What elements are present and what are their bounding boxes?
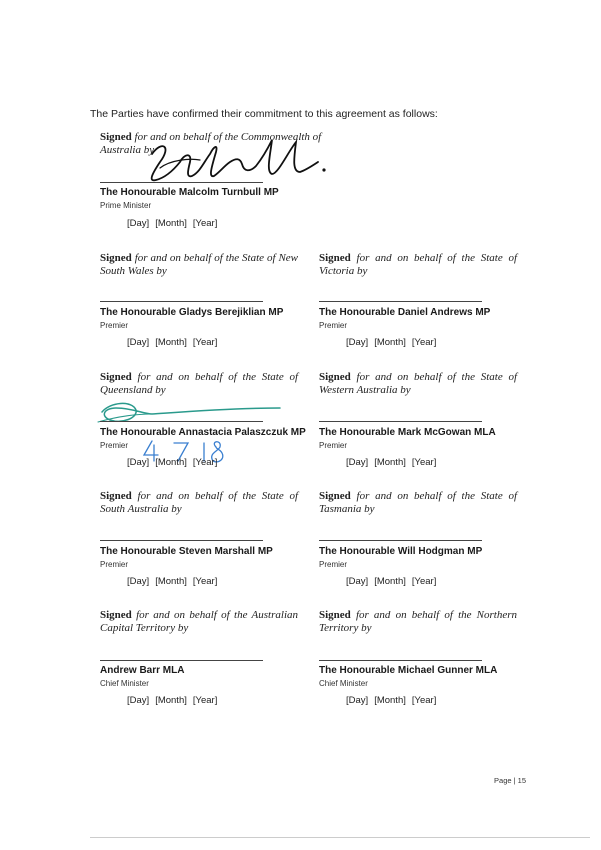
date-placeholder (127, 695, 223, 706)
signed-statement-vic (319, 252, 517, 278)
signed-statement-nt (319, 609, 517, 635)
day-placeholder: [Day] (127, 576, 150, 587)
signatory-name: The Honourable Will Hodgman MP (319, 546, 483, 557)
signed-word: Signed (319, 252, 351, 264)
footer-divider (90, 837, 590, 838)
year-placeholder: [Year] (411, 695, 437, 706)
signature-line (100, 421, 263, 422)
date-placeholder (346, 695, 442, 706)
signatory-role: Premier (100, 321, 129, 330)
signed-rest: for and on behalf of the Northern Territory by (319, 609, 518, 634)
month-placeholder: [Month] (374, 576, 406, 587)
day-placeholder: [Day] (346, 337, 369, 348)
signed-word: Signed (100, 490, 132, 502)
month-placeholder: [Month] (155, 218, 187, 229)
year-placeholder: [Year] (411, 457, 437, 468)
signatory-name: The Honourable Malcolm Turnbull MP (100, 187, 279, 198)
signed-word: Signed (319, 371, 351, 383)
day-placeholder: [Day] (127, 337, 150, 348)
year-placeholder: [Year] (192, 337, 218, 348)
signed-word: Signed (319, 490, 351, 502)
month-placeholder: [Month] (374, 457, 406, 468)
signatory-name: The Honourable Michael Gunner MLA (319, 665, 498, 676)
signature-line (100, 182, 263, 183)
signatory-role: Premier (319, 321, 348, 330)
signatory-name: The Honourable Annastacia Palaszczuk MP (100, 427, 306, 438)
signature-turnbull (100, 132, 340, 192)
month-placeholder: [Month] (155, 457, 187, 468)
year-placeholder: [Year] (192, 576, 218, 587)
month-placeholder: [Month] (155, 576, 187, 587)
signatory-role: Chief Minister (100, 679, 149, 688)
year-placeholder: [Year] (192, 218, 218, 229)
signatory-role: Chief Minister (319, 679, 368, 688)
date-placeholder (127, 337, 223, 348)
signed-statement-tas (319, 490, 517, 516)
signature-line (319, 421, 482, 422)
date-placeholder (127, 218, 223, 229)
signature-line (100, 301, 263, 302)
signed-statement-nsw (100, 252, 298, 278)
intro-text: The Parties have confirmed their commitment to this agreement as follows: (90, 108, 438, 120)
date-placeholder (127, 576, 223, 587)
signed-rest: for and on behalf of the State of Victoria by (319, 252, 517, 277)
page-number: Page | 15 (494, 776, 526, 785)
signed-statement-wa (319, 371, 517, 397)
signed-statement-qld (100, 371, 298, 397)
signatory-name: Andrew Barr MLA (100, 665, 185, 676)
date-placeholder (346, 457, 442, 468)
signed-statement-act (100, 609, 298, 635)
signatory-name: The Honourable Daniel Andrews MP (319, 307, 491, 318)
day-placeholder: [Day] (127, 218, 150, 229)
month-placeholder: [Month] (374, 337, 406, 348)
signatory-name: The Honourable Gladys Berejiklian MP (100, 307, 284, 318)
signatory-name: The Honourable Mark McGowan MLA (319, 427, 496, 438)
signed-rest: for and on behalf of the State of South Australia by (100, 490, 298, 515)
signatory-name: The Honourable Steven Marshall MP (100, 546, 273, 557)
day-placeholder: [Day] (127, 695, 150, 706)
signatory-role: Premier (100, 441, 129, 450)
signed-rest: for and on behalf of the State of New South Wales by (100, 252, 298, 277)
signed-rest: for and on behalf of the State of Western Australia by (319, 371, 517, 396)
signed-word: Signed (100, 371, 132, 383)
signed-statement-sa (100, 490, 298, 516)
signatory-role: Premier (100, 560, 129, 569)
year-placeholder: [Year] (192, 695, 218, 706)
date-placeholder (127, 457, 223, 468)
signed-rest: for and on behalf of the Commonwealth of Australia by (100, 131, 322, 156)
year-placeholder: [Year] (411, 337, 437, 348)
date-placeholder (346, 337, 442, 348)
date-placeholder (346, 576, 442, 587)
signed-word: Signed (100, 609, 132, 621)
signatory-role: Premier (319, 560, 348, 569)
signed-word: Signed (100, 252, 132, 264)
month-placeholder: [Month] (374, 695, 406, 706)
signature-line (100, 660, 263, 661)
day-placeholder: [Day] (127, 457, 150, 468)
signature-line (319, 540, 482, 541)
day-placeholder: [Day] (346, 457, 369, 468)
signed-word: Signed (100, 131, 132, 143)
signatory-role: Prime Minister (100, 201, 152, 210)
year-placeholder: [Year] (192, 457, 218, 468)
year-placeholder: [Year] (411, 576, 437, 587)
signed-rest: for and on behalf of the Australian Capital Territory by (100, 609, 299, 634)
signatory-role: Premier (319, 441, 348, 450)
day-placeholder: [Day] (346, 576, 369, 587)
month-placeholder: [Month] (155, 337, 187, 348)
day-placeholder: [Day] (346, 695, 369, 706)
signature-line (319, 660, 482, 661)
signature-line (100, 540, 263, 541)
month-placeholder: [Month] (155, 695, 187, 706)
signature-line (319, 301, 482, 302)
signed-word: Signed (319, 609, 351, 621)
signed-rest: for and on behalf of the State of Queensland by (100, 371, 298, 396)
signed-rest: for and on behalf of the State of Tasmania by (319, 490, 517, 515)
